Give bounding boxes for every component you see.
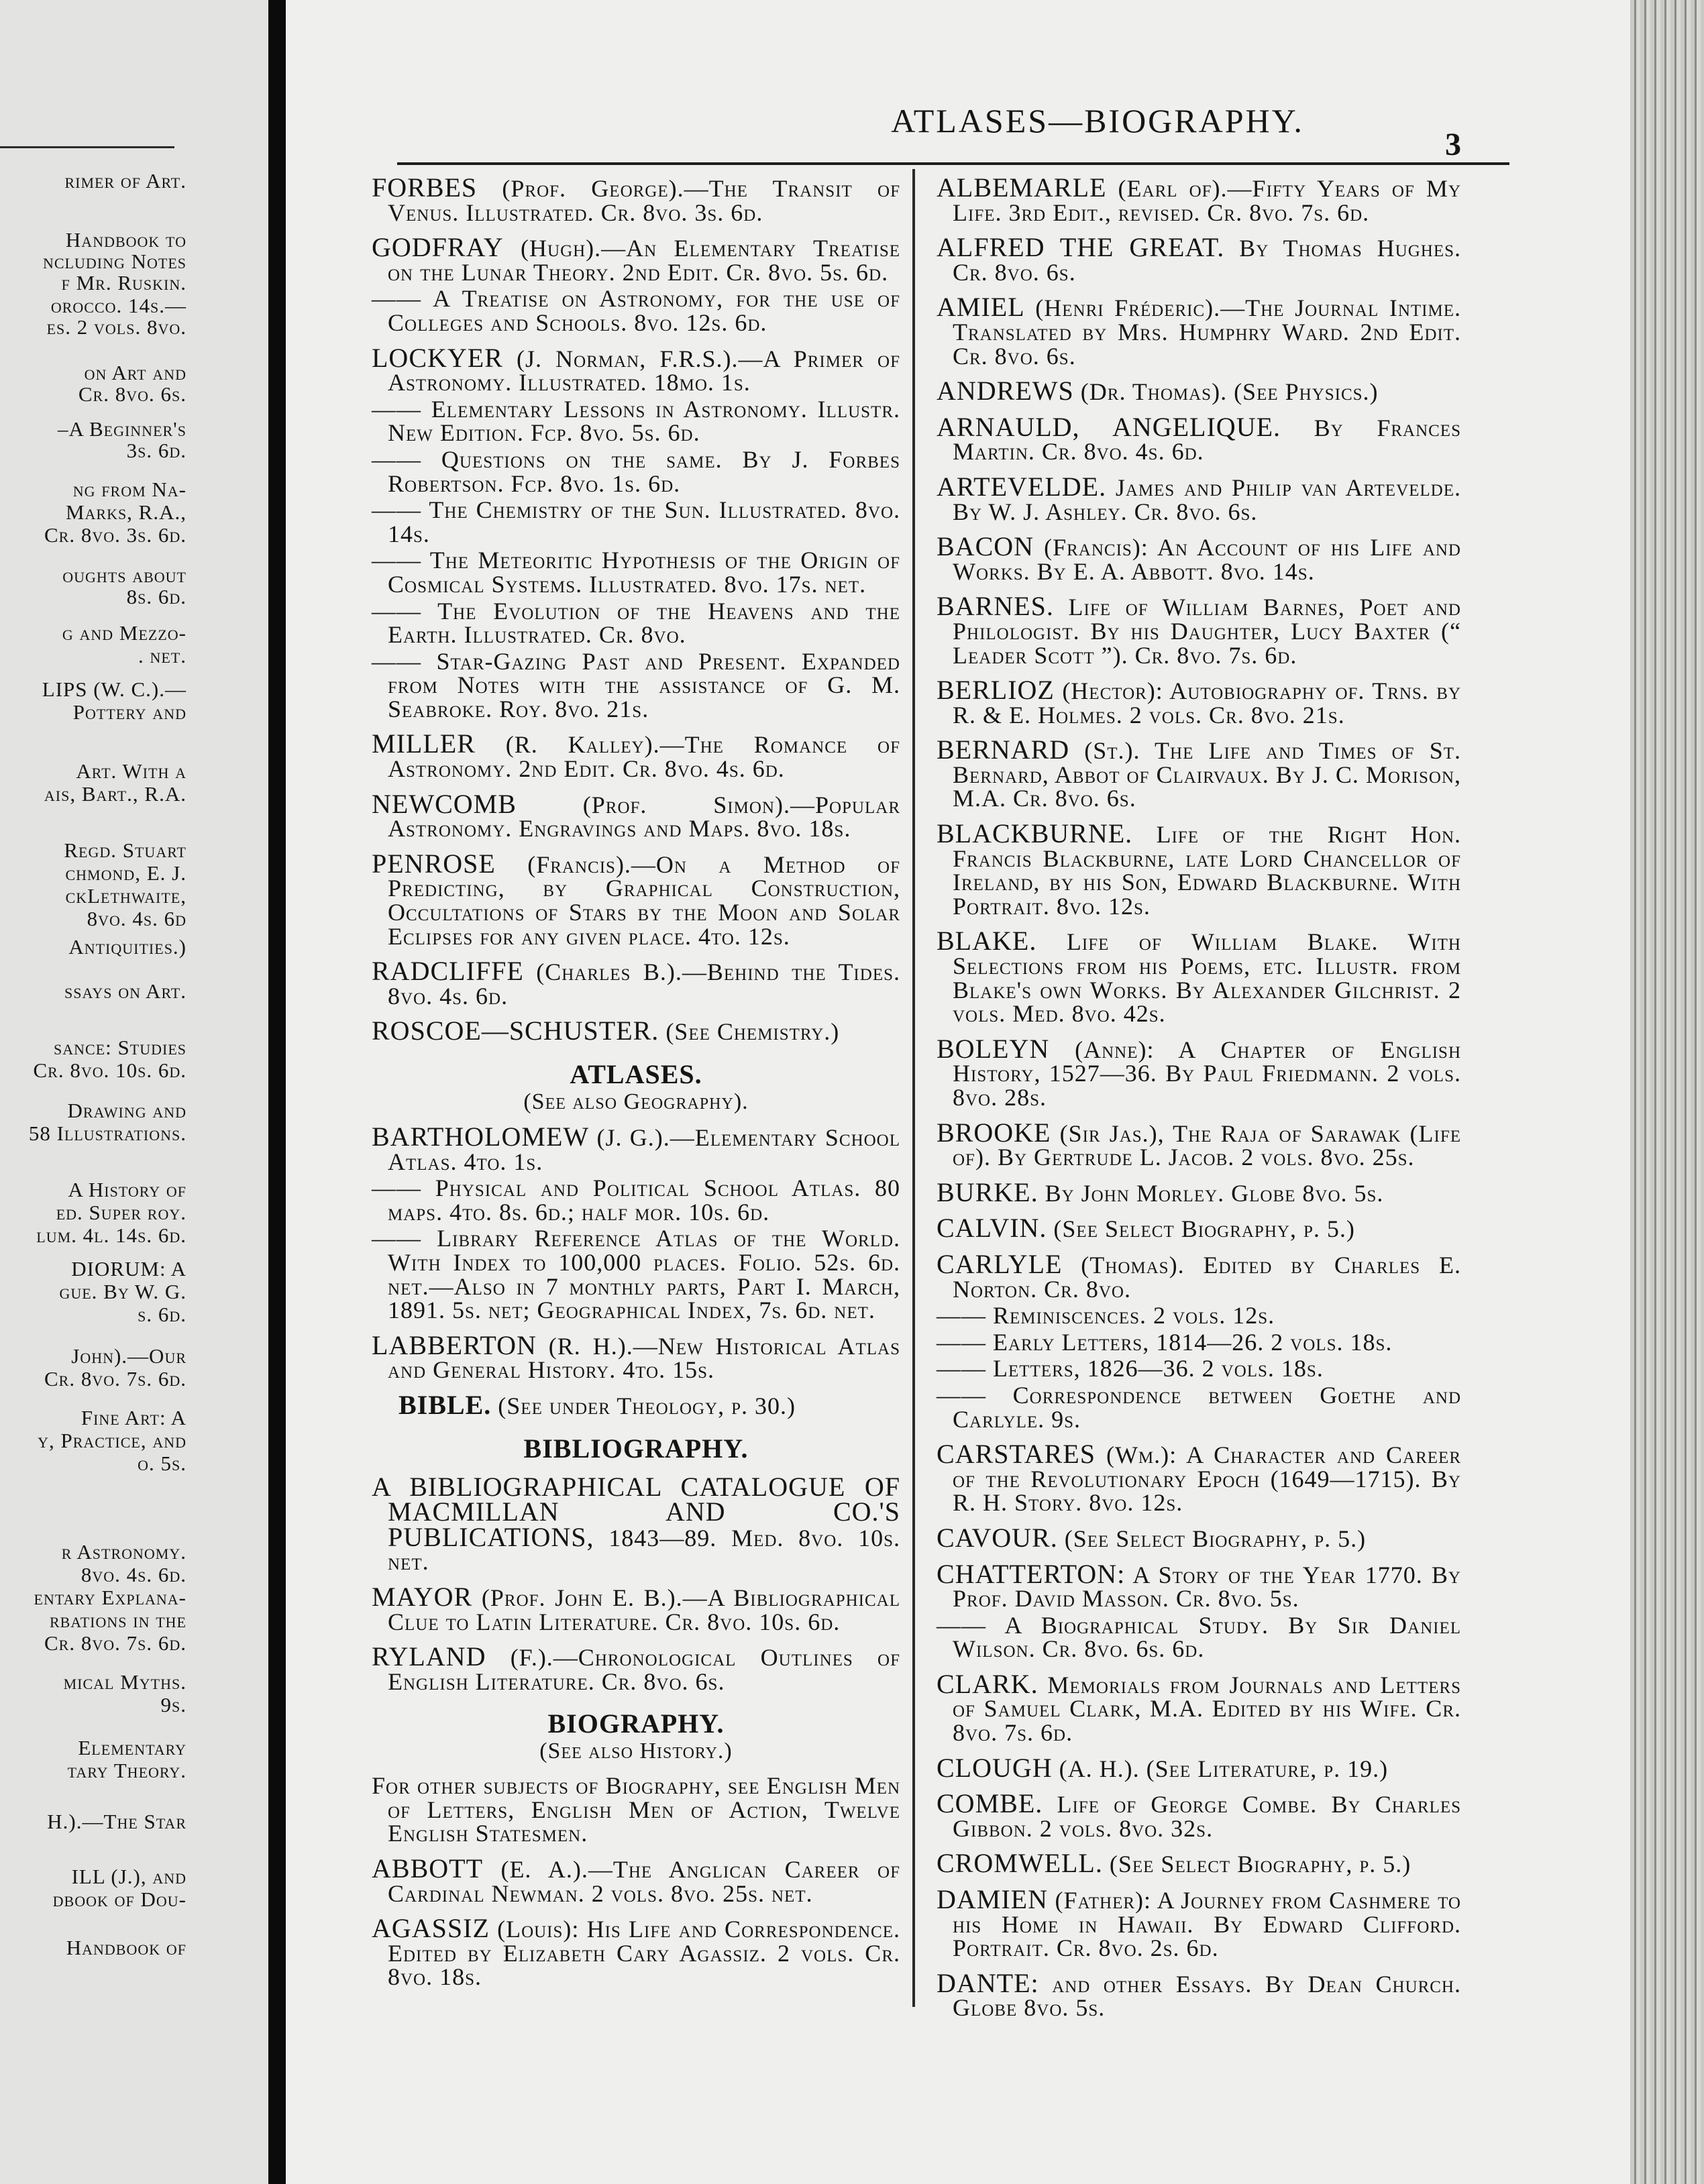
catalogue-entry <box>937 1033 1461 1111</box>
entry-heading: BIBLE. <box>398 1389 492 1420</box>
entry-heading: LOCKYER <box>372 342 503 373</box>
cross-reference: (See also Geography). <box>523 1089 749 1114</box>
previous-page-line: o. 5s. <box>138 1452 187 1475</box>
previous-page-line: entary Explana- <box>34 1586 187 1609</box>
entry-description: Life of the Right Hon. Francis Blackburne, late Lord Chancellor of Ireland, by his Son, Edward Blackburne. With Portrait. 8vo. 12s. <box>953 821 1461 920</box>
catalogue-entry <box>372 1389 900 1420</box>
entry-description: (E. A.).—The Anglican Career of Cardinal Newman. 2 vols. 8vo. 25s. net. <box>388 1856 900 1907</box>
entry-description: (See Select Biography, p. 5.) <box>1102 1851 1412 1878</box>
entry-description: —— The Evolution of the Heavens and the Earth. Illustrated. Cr. 8vo. <box>372 597 900 649</box>
entry-heading: BERLIOZ <box>937 675 1055 706</box>
previous-page-line: chmond, E. J. <box>65 861 187 885</box>
entry-description: (Francis): An Account of his Life and Works. By E. A. Abbott. 8vo. 14s. <box>953 534 1461 585</box>
entry-heading: BERNARD <box>937 734 1070 765</box>
catalogue-entry <box>372 342 900 396</box>
catalogue-subentry <box>372 597 900 649</box>
previous-page-line: 3s. 6d. <box>126 439 187 462</box>
entry-description: (Anne): A Chapter of English History, 1527—36. By Paul Friedmann. 2 vols. 8vo. 28s. <box>953 1036 1461 1111</box>
catalogue-entry <box>372 1581 900 1635</box>
previous-page-line: y, Practice, and <box>38 1429 187 1452</box>
catalogue-entry <box>937 471 1461 525</box>
entry-description: By Thomas Hughes. Cr. 8vo. 6s. <box>953 235 1461 286</box>
entry-heading: RYLAND <box>372 1641 486 1672</box>
entry-description: —— Questions on the same. By J. Forbes Robertson. Fcp. 8vo. 1s. 6d. <box>372 445 900 497</box>
catalogue-entry <box>372 1016 900 1046</box>
previous-page-line: Regd. Stuart <box>64 838 187 862</box>
previous-page-line: ILL (J.), and <box>71 1865 187 1888</box>
entry-description: (R. H.).—New Historical Atlas and General History. 4to. 15s. <box>388 1332 900 1384</box>
previous-page-line: es. 2 vols. 8vo. <box>46 315 187 339</box>
column-rule <box>912 169 915 2007</box>
previous-page-line: on Art and <box>84 361 187 384</box>
previous-page-line: r Astronomy. <box>61 1540 187 1564</box>
previous-page-line: Cr. 8vo. 7s. 6d. <box>44 1631 187 1655</box>
catalogue-entry <box>372 1853 900 1907</box>
entry-description: (Prof. Simon).—Popular Astronomy. Engravings and Maps. 8vo. 18s. <box>388 791 900 842</box>
previous-page-line: . net. <box>138 644 187 667</box>
catalogue-entry <box>372 728 900 783</box>
entry-heading: PENROSE <box>372 848 496 879</box>
entry-heading: CLOUGH <box>937 1752 1053 1783</box>
catalogue-entry <box>937 1967 1461 2022</box>
entry-heading: RADCLIFFE <box>372 956 524 987</box>
catalogue-entry <box>372 1471 900 1576</box>
catalogue-subentry <box>372 647 900 722</box>
previous-page-line: Handbook to <box>65 228 187 252</box>
entry-description: (F.).—Chronological Outlines of English Literature. Cr. 8vo. 6s. <box>388 1644 900 1695</box>
catalogue-entry <box>372 848 900 950</box>
previous-page-line: Cr. 8vo. 6s. <box>78 382 187 406</box>
previous-page-line: DIORUM: A <box>71 1257 187 1280</box>
entry-description: For other subjects of Biography, see English Men of Letters, English Men of Action, Twelve English Statesmen. <box>372 1772 900 1847</box>
previous-page-line: tary Theory. <box>67 1759 187 1782</box>
catalogue-entry <box>937 675 1461 728</box>
catalogue-page <box>286 0 1704 2184</box>
catalogue-entry <box>372 1122 900 1175</box>
catalogue-subentry <box>372 1177 900 1224</box>
entry-description: —— Library Reference Atlas of the World. With Index to 100,000 places. Folio. 52s. 6d. net.—Also in 7 monthly parts, Part I. March, 1891. 5s. net; Geographical Index, 7s. 6d. net. <box>372 1225 900 1324</box>
entry-heading: MILLER <box>372 728 476 759</box>
entry-description: —— Correspondence between Goethe and Carlyle. 9s. <box>937 1381 1461 1433</box>
entry-description: (Henri Fréderic).—The Journal Intime. Translated by Mrs. Humphry Ward. 2nd Edit. Cr. 8vo. 6s. <box>953 294 1461 370</box>
entry-heading: BARNES. <box>937 591 1054 622</box>
catalogue-subentry <box>372 1227 900 1322</box>
catalogue-entry <box>937 1668 1461 1747</box>
catalogue-entry <box>372 1774 900 1846</box>
previous-page-line: Cr. 8vo. 3s. 6d. <box>44 523 187 547</box>
catalogue-subentry <box>372 395 900 447</box>
previous-page-line: ckLethwaite, <box>65 884 187 908</box>
catalogue-entry <box>937 172 1461 226</box>
catalogue-entry <box>937 376 1461 406</box>
previous-page-line: ncluding Notes <box>42 250 187 273</box>
previous-page-line: Fine Art: A <box>81 1406 187 1429</box>
previous-page-line: dbook of Dou- <box>52 1888 187 1911</box>
previous-page-line: f Mr. Ruskin. <box>61 271 187 294</box>
catalogue-entry <box>937 232 1461 286</box>
entry-description: By Frances Martin. Cr. 8vo. 4s. 6d. <box>953 414 1461 466</box>
entry-heading: BLAKE. <box>937 926 1037 957</box>
catalogue-entry <box>937 1213 1461 1244</box>
entry-description: —— Star-Gazing Past and Present. Expanded from Notes with the assistance of G. M. Seabroke. Roy. 8vo. 21s. <box>372 647 900 722</box>
entry-heading: CALVIN. <box>937 1213 1047 1244</box>
entry-heading: BACON <box>937 531 1034 562</box>
book-gutter <box>268 0 286 2184</box>
entry-description: —— A Treatise on Astronomy, for the use of Colleges and Schools. 8vo. 12s. 6d. <box>372 285 900 336</box>
entry-description: (Prof. George).—The Transit of Venus. Illustrated. Cr. 8vo. 3s. 6d. <box>388 175 900 226</box>
entry-description: By John Morley. Globe 8vo. 5s. <box>1038 1179 1384 1207</box>
entry-heading: AMIEL <box>937 292 1025 323</box>
catalogue-entry <box>372 1329 900 1384</box>
previous-page-line: oughts about <box>62 563 187 587</box>
cross-reference: (See also History.) <box>539 1739 733 1764</box>
entry-description: (Dr. Thomas). (See Physics.) <box>1073 378 1379 406</box>
entry-heading: ARNAULD, ANGELIQUE. <box>937 411 1281 442</box>
entry-description: (J. Norman, F.R.S.).—A Primer of Astronomy. Illustrated. 18mo. 1s. <box>388 345 900 396</box>
entry-description: Life of George Combe. By Charles Gibbon. 2 vols. 8vo. 32s. <box>953 1791 1461 1842</box>
catalogue-entry <box>937 734 1461 812</box>
previous-page-rule <box>0 146 174 148</box>
entry-heading: A BIBLIOGRAPHICAL CATALOGUE OF MACMILLAN AND CO.'S PUBLICATIONS, <box>372 1471 900 1552</box>
previous-page-line: rimer of Art. <box>64 169 187 193</box>
entry-description: (Hector): Autobiography of. Trns. by R. & E. Holmes. 2 vols. Cr. 8vo. 21s. <box>953 677 1461 728</box>
entry-description: —— Elementary Lessons in Astronomy. Illustr. New Edition. Fcp. 8vo. 5s. 6d. <box>372 395 900 447</box>
entry-description: (Francis).—On a Method of Predicting, by Graphical Construction, Occultations of Stars by the Moon and Solar Eclipses for any given place. 4to. 12s. <box>388 851 900 950</box>
catalogue-entry <box>937 1884 1461 1962</box>
entry-heading: FORBES <box>372 172 478 203</box>
catalogue-entry <box>937 1848 1461 1879</box>
catalogue-entry <box>937 1439 1461 1517</box>
entry-heading: CHATTERTON: <box>937 1558 1126 1589</box>
entry-description: (Thomas). Edited by Charles E. Norton. Cr. 8vo. <box>953 1251 1461 1303</box>
catalogue-entry <box>372 1641 900 1695</box>
previous-page-line: 58 Illustrations. <box>28 1122 187 1145</box>
entry-heading: ALFRED THE GREAT. <box>937 232 1225 263</box>
entry-description: (See Select Biography, p. 5.) <box>1057 1525 1367 1552</box>
previous-page-line: gue. By W. G. <box>59 1280 187 1303</box>
entry-description: (A. H.). (See Literature, p. 19.) <box>1052 1755 1389 1782</box>
previous-page-line: 8vo. 4s. 6d. <box>81 1563 187 1586</box>
entry-heading: CLARK. <box>937 1668 1039 1699</box>
entry-heading: COMBE. <box>937 1788 1043 1819</box>
catalogue-entry <box>937 292 1461 370</box>
catalogue-entry <box>372 172 900 226</box>
entry-description: (St.). The Life and Times of St. Bernard, Abbot of Clairvaux. By J. C. Morison, M.A. Cr. 8vo. 6s. <box>953 737 1461 812</box>
catalogue-subentry <box>937 1611 1461 1663</box>
catalogue-entry <box>937 1522 1461 1553</box>
entry-heading: AGASSIZ <box>372 1913 490 1944</box>
entry-description: (Father): A Journey from Cashmere to his Home in Hawaii. By Edward Clifford. Portrait. Cr. 8vo. 2s. 6d. <box>953 1887 1461 1962</box>
previous-page-line: rbations in the <box>49 1608 187 1632</box>
catalogue-entry <box>937 818 1461 920</box>
previous-page-line: Cr. 8vo. 7s. 6d. <box>44 1367 187 1390</box>
catalogue-entry <box>937 1752 1461 1783</box>
catalogue-entry <box>372 956 900 1009</box>
catalogue-entry <box>937 411 1461 466</box>
catalogue-entry <box>372 1913 900 1991</box>
entry-description: (See Select Biography, p. 5.) <box>1047 1215 1355 1243</box>
previous-page-line: sance: Studies <box>54 1036 187 1059</box>
catalogue-subentry <box>372 445 900 497</box>
entry-description: (Charles B.).—Behind the Tides. 8vo. 4s. 6d. <box>388 959 900 1009</box>
catalogue-subentry <box>372 549 900 596</box>
catalogue-entry <box>937 1177 1461 1207</box>
entry-description: James and Philip van Artevelde. By W. J. Ashley. Cr. 8vo. 6s. <box>953 474 1461 525</box>
right-column <box>937 165 1461 2020</box>
previous-page-line: Pottery and <box>72 700 187 724</box>
entry-heading: ALBEMARLE <box>937 172 1107 203</box>
previous-page-line: Drawing and <box>67 1099 187 1122</box>
previous-page-line: ed. Super roy. <box>56 1201 187 1224</box>
entry-heading: MAYOR <box>372 1581 473 1612</box>
page-edges <box>1630 0 1704 2184</box>
entry-heading: GODFRAY <box>372 232 504 263</box>
previous-page-line: –A Beginner's <box>58 417 187 441</box>
catalogue-subentry <box>372 287 900 335</box>
previous-page-line: 8vo. 4s. 6d <box>87 907 187 930</box>
entry-heading: DAMIEN <box>937 1884 1048 1915</box>
previous-page-line: Elementary <box>78 1736 187 1759</box>
catalogue-subentry <box>937 1304 1461 1328</box>
catalogue-entry <box>937 1117 1461 1171</box>
entry-heading: CAVOUR. <box>937 1522 1058 1553</box>
previous-page-line: ais, Bart., R.A. <box>44 782 187 806</box>
catalogue-entry <box>937 926 1461 1028</box>
catalogue-entry <box>937 591 1461 669</box>
section-heading: ATLASES. <box>570 1059 702 1089</box>
entry-description: (Prof. John E. B.).—A Bibliographical Clue to Latin Literature. Cr. 8vo. 10s. 6d. <box>388 1584 900 1635</box>
previous-page-line: ng from Na- <box>72 478 187 501</box>
left-column <box>372 165 900 1989</box>
entry-heading: ROSCOE—SCHUSTER. <box>372 1016 659 1046</box>
previous-page-line: ssays on Art. <box>64 979 187 1003</box>
entry-heading: DANTE: <box>937 1967 1039 1998</box>
previous-page-line: 8s. 6d. <box>126 585 187 608</box>
entry-description: (See under Theology, p. 30.) <box>491 1392 796 1419</box>
previous-page-line: orocco. 14s.— <box>50 294 187 317</box>
entry-heading: CARSTARES <box>937 1439 1096 1470</box>
previous-page-line: s. 6d. <box>138 1303 187 1326</box>
entry-heading: CARLYLE <box>937 1248 1063 1279</box>
catalogue-entry <box>937 1248 1461 1303</box>
page-number: 3 <box>1445 127 1461 162</box>
previous-page-line: lum. 4l. 14s. 6d. <box>36 1223 187 1247</box>
entry-description: (R. Kalley).—The Romance of Astronomy. 2nd Edit. Cr. 8vo. 4s. 6d. <box>388 731 900 783</box>
previous-page-line: A History of <box>68 1178 187 1201</box>
entry-heading: ANDREWS <box>937 376 1074 406</box>
entry-description: (See Chemistry.) <box>659 1018 840 1046</box>
entry-description: Memorials from Journals and Letters of Samuel Clark, M.A. Edited by his Wife. Cr. 8vo. 7s. 6d. <box>953 1671 1461 1747</box>
entry-heading: BOLEYN <box>937 1033 1050 1064</box>
previous-page-line: LIPS (W. C.).— <box>42 677 187 701</box>
entry-description: A Story of the Year 1770. By Prof. David Masson. Cr. 8vo. 5s. <box>953 1561 1461 1613</box>
previous-page-line: Antiquities.) <box>68 935 187 959</box>
section-heading: BIBLIOGRAPHY. <box>523 1433 749 1464</box>
entry-description: (Wm.): A Character and Career of the Revolutionary Epoch (1649—1715). By R. H. Story. 8vo. 12s. <box>953 1441 1461 1517</box>
entry-description: —— A Biographical Study. By Sir Daniel Wilson. Cr. 8vo. 6s. 6d. <box>937 1611 1461 1663</box>
catalogue-entry <box>937 531 1461 585</box>
entry-heading: NEWCOMB <box>372 788 517 819</box>
entry-description: —— Reminiscences. 2 vols. 12s. <box>937 1302 1275 1329</box>
previous-page-line: g and Mezzo- <box>62 621 187 645</box>
entry-heading: BARTHOLOMEW <box>372 1122 590 1152</box>
entry-description: (J. G.).—Elementary School Atlas. 4to. 1s. <box>388 1124 900 1175</box>
catalogue-subentry <box>937 1357 1461 1381</box>
entry-heading: BLACKBURNE. <box>937 818 1133 849</box>
catalogue-subentry <box>937 1328 1461 1356</box>
entry-description: —— Letters, 1826—36. 2 vols. 18s. <box>937 1355 1324 1382</box>
entry-heading: BURKE. <box>937 1177 1039 1207</box>
running-head: ATLASES—BIOGRAPHY. <box>891 102 1304 140</box>
catalogue-subentry <box>372 498 900 546</box>
entry-description: Life of William Blake. With Selections from his Poems, etc. Illustr. from Blake's own Works. By Alexander Gilchrist. 2 vols. Med. 8vo. 42s. <box>953 928 1461 1028</box>
previous-page-fragment <box>0 0 268 2184</box>
entry-heading: LABBERTON <box>372 1329 537 1360</box>
entry-description: —— The Meteoritic Hypothesis of the Origin of Cosmical Systems. Illustrated. 8vo. 17s. net. <box>372 547 900 598</box>
entry-description: (Sir Jas.), The Raja of Sarawak (Life of). By Gertrude L. Jacob. 2 vols. 8vo. 25s. <box>953 1120 1461 1171</box>
previous-page-line: Art. With a <box>76 759 187 783</box>
previous-page-line: Cr. 8vo. 10s. 6d. <box>33 1058 187 1082</box>
entry-description: —— The Chemistry of the Sun. Illustrated. 8vo. 14s. <box>372 496 900 547</box>
previous-page-line: Handbook of <box>66 1936 187 1959</box>
entry-heading: BROOKE <box>937 1117 1051 1148</box>
entry-description: (Louis): His Life and Correspondence. Edited by Elizabeth Cary Agassiz. 2 vols. Cr. 8vo. 18s. <box>388 1916 900 1991</box>
entry-description: (Earl of).—Fifty Years of My Life. 3rd Edit., revised. Cr. 8vo. 7s. 6d. <box>953 175 1461 226</box>
previous-page-line: mical Myths. <box>63 1670 187 1694</box>
catalogue-entry <box>372 232 900 286</box>
entry-description: —— Early Letters, 1814—26. 2 vols. 18s. <box>937 1328 1393 1356</box>
section-heading: BIOGRAPHY. <box>547 1708 725 1739</box>
previous-page-line: 9s. <box>160 1693 187 1716</box>
entry-description: (Hugh).—An Elementary Treatise on the Lunar Theory. 2nd Edit. Cr. 8vo. 5s. 6d. <box>388 235 900 286</box>
previous-page-line: H.).—The Star <box>47 1810 187 1833</box>
entry-heading: CROMWELL. <box>937 1848 1103 1879</box>
previous-page-line: John).—Our <box>71 1344 187 1368</box>
catalogue-entry <box>937 1558 1461 1613</box>
entry-description: 1843—89. Med. 8vo. 10s. net. <box>388 1524 900 1576</box>
entry-heading: ABBOTT <box>372 1853 483 1884</box>
entry-description: Life of William Barnes, Poet and Philologist. By his Daughter, Lucy Baxter (“ Leader Scott ”). Cr. 8vo. 7s. 6d. <box>953 594 1461 669</box>
entry-description: —— Physical and Political School Atlas. 80 maps. 4to. 8s. 6d.; half mor. 10s. 6d. <box>372 1175 900 1225</box>
entry-description: and other Essays. By Dean Church. Globe 8vo. 5s. <box>953 1970 1461 2022</box>
catalogue-entry <box>372 788 900 842</box>
entry-heading: ARTEVELDE. <box>937 471 1107 502</box>
previous-page-line: Marks, R.A., <box>65 500 187 524</box>
catalogue-subentry <box>937 1381 1461 1433</box>
catalogue-entry <box>937 1788 1461 1842</box>
